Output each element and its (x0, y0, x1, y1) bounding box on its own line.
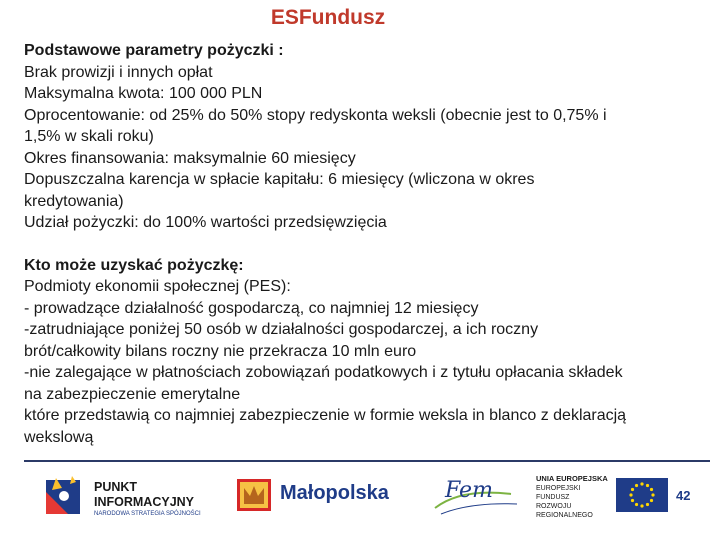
punkt-line2: INFORMACYJNY (94, 495, 195, 509)
punkt-informacyjny-logo (42, 474, 222, 518)
section-gap (24, 234, 710, 255)
section1-line: Okres finansowania: maksymalnie 60 miesięcy (24, 149, 356, 167)
section1-line: Udział pożyczki: do 100% wartości przedsięwzięcia (24, 214, 387, 231)
malopolska-crest-icon (236, 478, 272, 512)
section1-line: Dopuszczalna karencja w spłacie kapitału: 6 miesięcy (wliczona w okres (24, 171, 535, 188)
page-title: ESFundusz (270, 6, 386, 29)
footer-divider (24, 460, 710, 462)
section1-line: Oprocentowanie: od 25% do 50% stopy redyskonta weksli (obecnie jest to 0,75% i (24, 106, 607, 124)
section1-line: kredytowania) (24, 192, 124, 210)
punkt-label (94, 480, 194, 510)
punkt-subtitle: NARODOWA STRATEGIA SPÓJNOŚCI (94, 511, 201, 517)
section2-line: wekslową (24, 428, 94, 446)
page-number: 42 (676, 488, 691, 503)
section1-line: Brak prowizji i innych opłat (24, 63, 213, 81)
punkt-line1: PUNKT (94, 480, 138, 494)
section1-line: Maksymalna kwota: 100 000 PLN (24, 85, 263, 102)
section2-heading: Kto może uzyskać pożyczkę: (24, 256, 244, 274)
section2-line: brót/całkowity bilans roczny nie przekracza 10 mln euro (24, 342, 417, 360)
section1-heading: Podstawowe parametry pożyczki : (24, 42, 284, 59)
eu-flag-icon (616, 478, 668, 512)
section2-line: -zatrudniające poniżej 50 osób w działalności gospodarczej, a ich roczny (24, 321, 539, 338)
eu-line2: EUROPEJSKI FUNDUSZ (536, 485, 581, 501)
fem-logo (431, 474, 526, 522)
section2-line: -nie zalegające w płatnościach zobowiązań podatkowych i z tytułu opłacania składek (24, 364, 623, 381)
eu-label (536, 474, 614, 520)
footer-logos (36, 470, 716, 526)
malopolska-label: Małopolska (280, 482, 389, 504)
section2-line: które przedstawią co najmniej zabezpieczenie w formie weksla in blanco z deklaracją (24, 407, 627, 424)
section1-line: 1,5% w skali roku) (24, 128, 154, 145)
punkt-informacyjny-icon (42, 474, 86, 518)
eu-line1: UNIA EUROPEJSKA (536, 474, 608, 483)
section2-line: - prowadzące działalność gospodarczą, co najmniej 12 miesięcy (24, 299, 479, 317)
section2-line: Podmioty ekonomii społecznej (PES): (24, 278, 291, 295)
slide-content (24, 40, 710, 448)
section2-line: na zabezpieczenie emerytalne (24, 385, 241, 403)
malopolska-logo (236, 478, 416, 512)
eu-line3: ROZWOJU REGIONALNEGO (536, 503, 593, 519)
fem-label: Fem (445, 478, 493, 503)
